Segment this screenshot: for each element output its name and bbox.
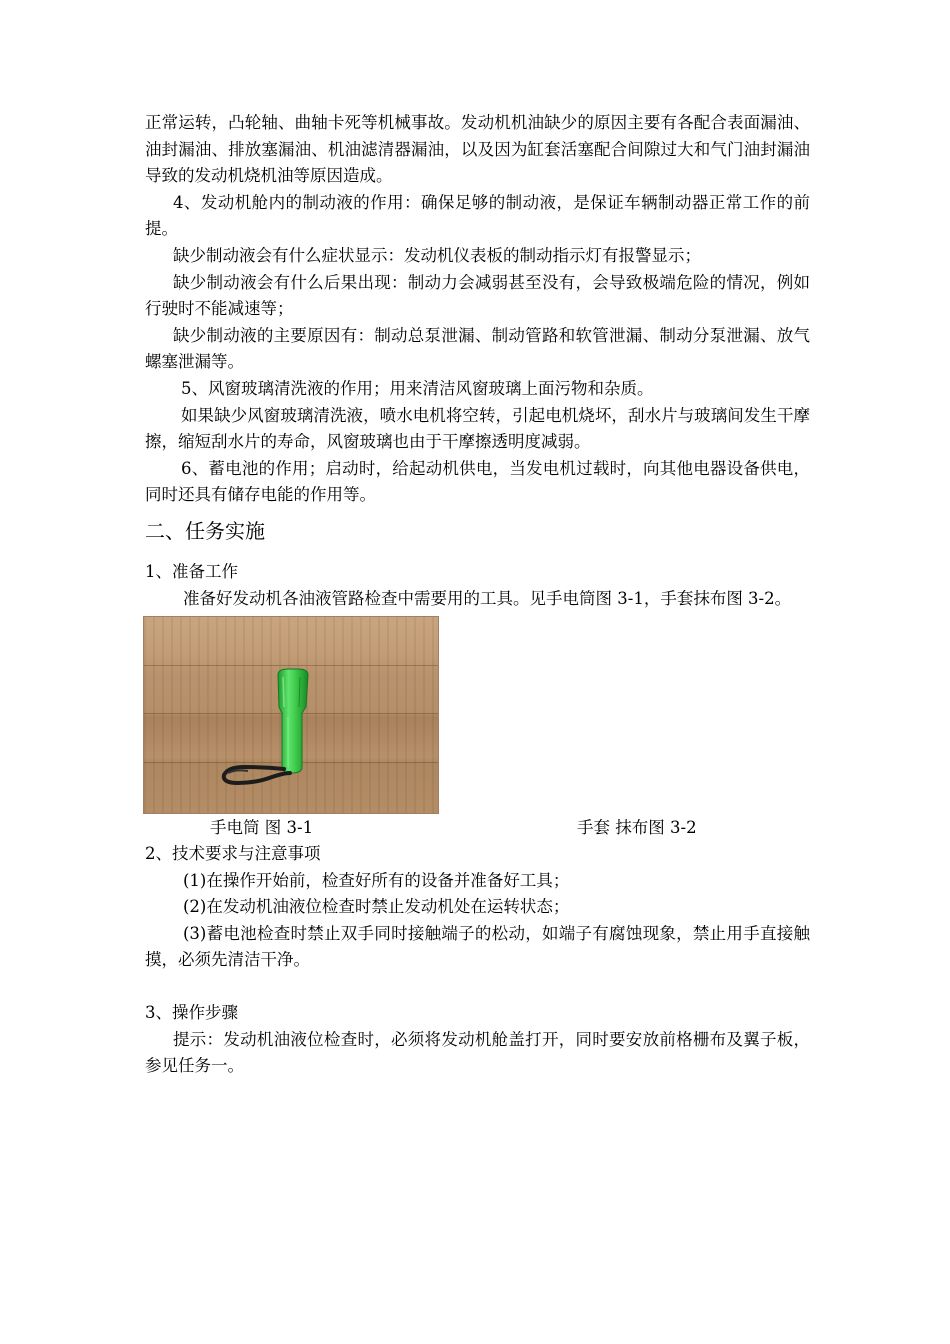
requirement-item-1: (1)在操作开始前，检查好所有的设备并准备好工具； — [183, 870, 570, 890]
requirement-item-3: (3)蓄电池检查时禁止双手同时接触端子的松动，如端子有腐蚀现象，禁止用手直接触摸，必须先清洁干净。 — [145, 923, 810, 970]
figure-captions — [145, 814, 810, 841]
paragraph-washer-fluid-function: 5、风窗玻璃清洗液的作用；用来清洁风窗玻璃上面污物和杂质。 — [181, 378, 654, 398]
paragraph-brake-fluid-causes: 缺少制动液的主要原因有：制动总泵泄漏、制动管路和软管泄漏、制动分泵泄漏、放气螺塞泄漏等。 — [145, 325, 810, 372]
paragraph-brake-fluid-symptom: 缺少制动液会有什么症状显示：发动机仪表板的制动指示灯有报警显示； — [173, 245, 701, 265]
paragraph-oil-causes: 正常运转，凸轮轴、曲轴卡死等机械事故。发动机机油缺少的原因主要有各配合表面漏油、油封漏油、排放塞漏油、机油滤清器漏油，以及因为缸套活塞配合间隙过大和气门油封漏油导致的发动机烧机油等原因造成。 — [145, 113, 810, 186]
section-title: 二、任务实施 — [145, 518, 265, 543]
paragraph-battery-function: 6、蓄电池的作用；启动时，给起动机供电，当发电机过载时，向其他电器设备供电，同时还具有储存电能的作用等。 — [145, 458, 810, 505]
paragraph-washer-fluid-missing: 如果缺少风窗玻璃清洗液，喷水电机将空转，引起电机烧坏，刮水片与玻璃间发生干摩擦，缩短刮水片的寿命，风窗玻璃也由于干摩擦透明度减弱。 — [145, 405, 810, 452]
requirement-item-2: (2)在发动机油液位检查时禁止发动机处在运转状态； — [183, 897, 570, 917]
paragraph-steps-tip: 提示：发动机油液位检查时，必须将发动机舱盖打开，同时要安放前格栅布及翼子板，参见任务一。 — [145, 1029, 810, 1076]
spacer — [145, 974, 810, 1000]
subsection-title-requirements: 2、技术要求与注意事项 — [145, 844, 321, 864]
paragraph-brake-fluid-function: 4、发动机舱内的制动液的作用：确保足够的制动液，是保证车辆制动器正常工作的前提。 — [145, 192, 810, 239]
flashlight-icon — [144, 617, 438, 813]
paragraph-preparation: 准备好发动机各油液管路检查中需要用的工具。见手电筒图 3-1，手套抹布图 3-2。 — [183, 588, 792, 608]
paragraph-brake-fluid-consequence: 缺少制动液会有什么后果出现：制动力会减弱甚至没有，会导致极端危险的情况，例如行驶时不能减速等； — [145, 272, 810, 319]
figure-row — [145, 616, 810, 814]
caption-gloves-rag: 手套 抹布图 3-2 — [577, 818, 697, 838]
flashlight-photo — [143, 616, 439, 814]
document-page — [145, 110, 810, 1080]
subsection-title-steps: 3、操作步骤 — [145, 1003, 238, 1023]
subsection-title-preparation: 1、准备工作 — [145, 561, 238, 581]
caption-flashlight: 手电筒 图 3-1 — [210, 818, 314, 838]
